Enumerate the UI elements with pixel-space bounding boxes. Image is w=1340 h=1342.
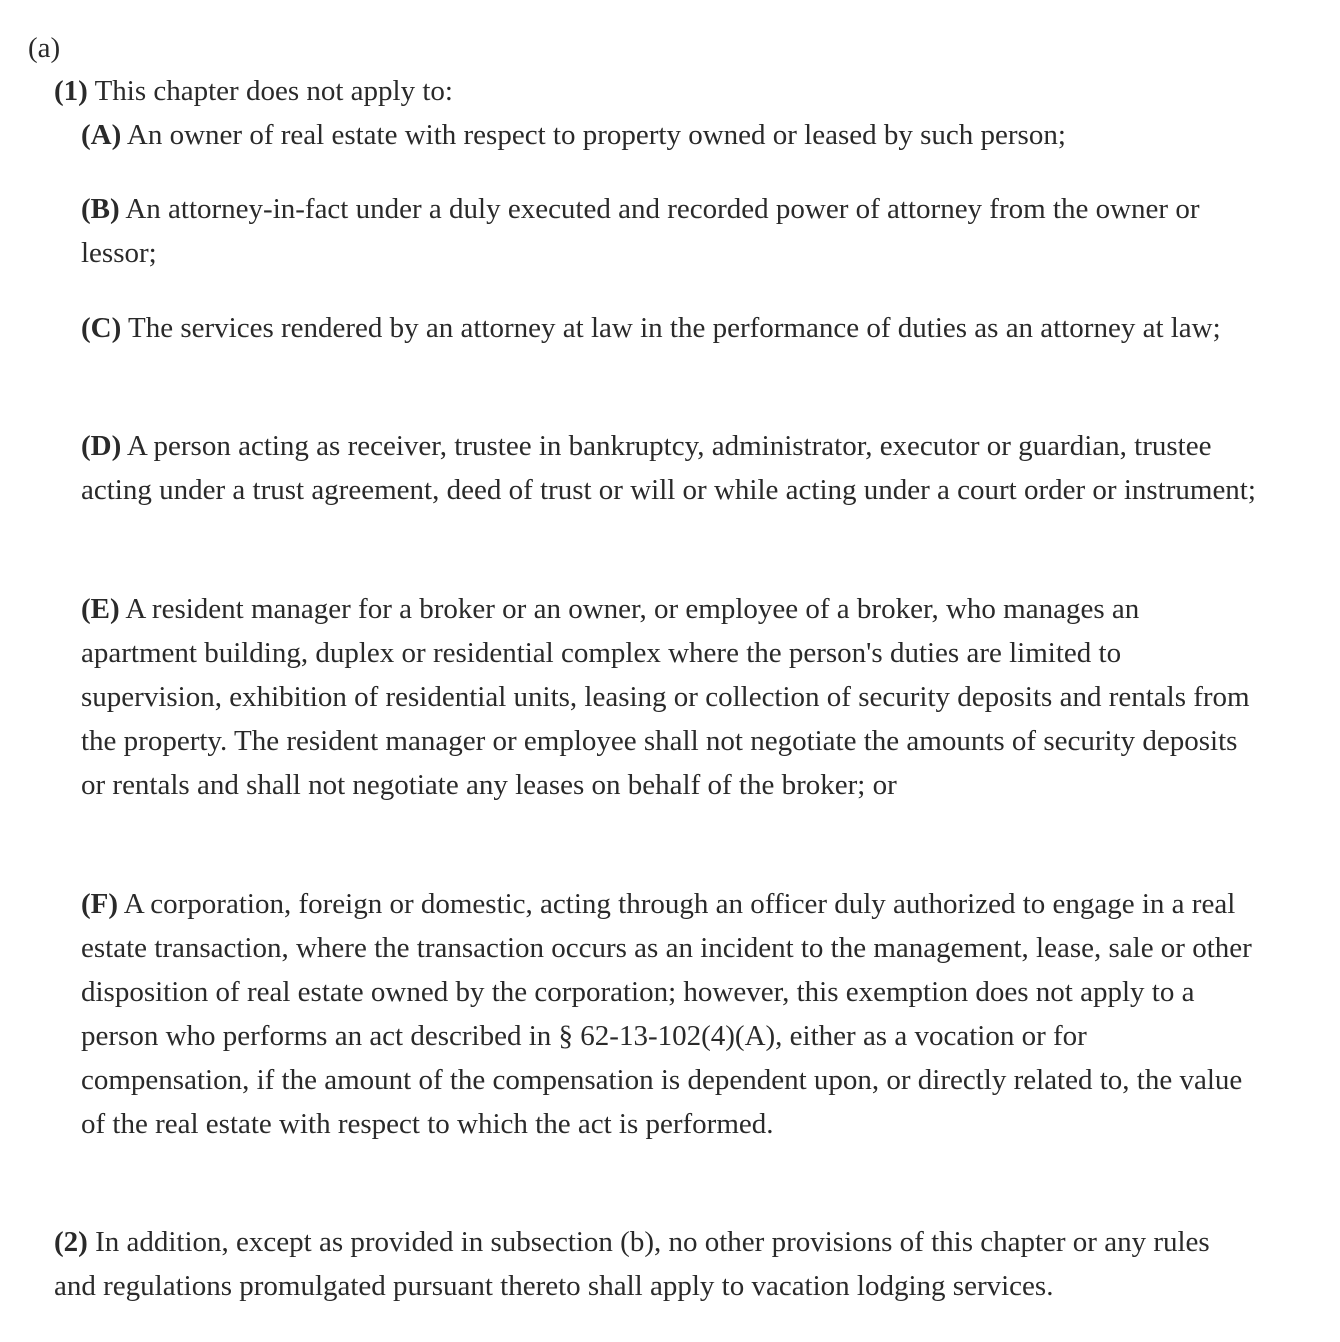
subitem-f-text: A corporation, foreign or domestic, acting through an officer duly authorized to engage in a real estate transaction, where the transaction occurs as an incident to the management, lease, sale or other disposition of real estate owned by the corporation; however, this exemption does not apply to a person who performs an act described in § 62-13-102(4)(A), either as a vocation or for compensation, if the amount of the compensation is dependent upon, or directly related to, the value of the real estate with respect to which the act is performed. bbox=[81, 888, 1252, 1140]
paragraph-2 bbox=[54, 1220, 1254, 1308]
paragraph-2-text: In addition, except as provided in subsection (b), no other provisions of this chapter or any rules and regulations promulgated pursuant thereto shall apply to vacation lodging services. bbox=[54, 1226, 1210, 1302]
paragraph-1 bbox=[54, 69, 453, 113]
subitem-a-marker: (A) bbox=[81, 119, 122, 151]
subitem-e-text: A resident manager for a broker or an owner, or employee of a broker, who manages an apartment building, duplex or residential complex where the person's duties are limited to supervision, exhibition of residential units, leasing or collection of security deposits and rentals from the property. The resident manager or employee shall not negotiate the amounts of security deposits or rentals and shall not negotiate any leases on behalf of the broker; or bbox=[81, 593, 1250, 801]
subitem-f-marker: (F) bbox=[81, 888, 119, 920]
section-a-marker bbox=[28, 26, 60, 70]
subitem-b-marker: (B) bbox=[81, 193, 120, 225]
subitem-e-marker: (E) bbox=[81, 593, 120, 625]
subitem-d-marker: (D) bbox=[81, 430, 122, 462]
paragraph-2-marker: (2) bbox=[54, 1226, 88, 1258]
subitem-c-marker: (C) bbox=[81, 312, 122, 344]
section-marker: (a) bbox=[28, 32, 61, 64]
subitem-f bbox=[81, 882, 1256, 1146]
paragraph-1-marker: (1) bbox=[54, 75, 88, 107]
paragraph-1-text: This chapter does not apply to: bbox=[94, 75, 453, 107]
subitem-d-text: A person acting as receiver, trustee in bankruptcy, administrator, executor or guardian, trustee acting under a trust agreement, deed of trust or will or while acting under a court order or instrument; bbox=[81, 430, 1256, 506]
subitem-d bbox=[81, 424, 1256, 512]
subitem-e bbox=[81, 587, 1256, 807]
subitem-c-text: The services rendered by an attorney at law in the performance of duties as an attorney at law; bbox=[128, 312, 1221, 344]
subitem-b-text: An attorney-in-fact under a duly executed and recorded power of attorney from the owner or lessor; bbox=[81, 193, 1200, 269]
subitem-a-text: An owner of real estate with respect to property owned or leased by such person; bbox=[126, 119, 1066, 151]
subitem-c bbox=[81, 306, 1256, 350]
subitem-a bbox=[81, 113, 1256, 157]
subitem-b bbox=[81, 187, 1256, 275]
